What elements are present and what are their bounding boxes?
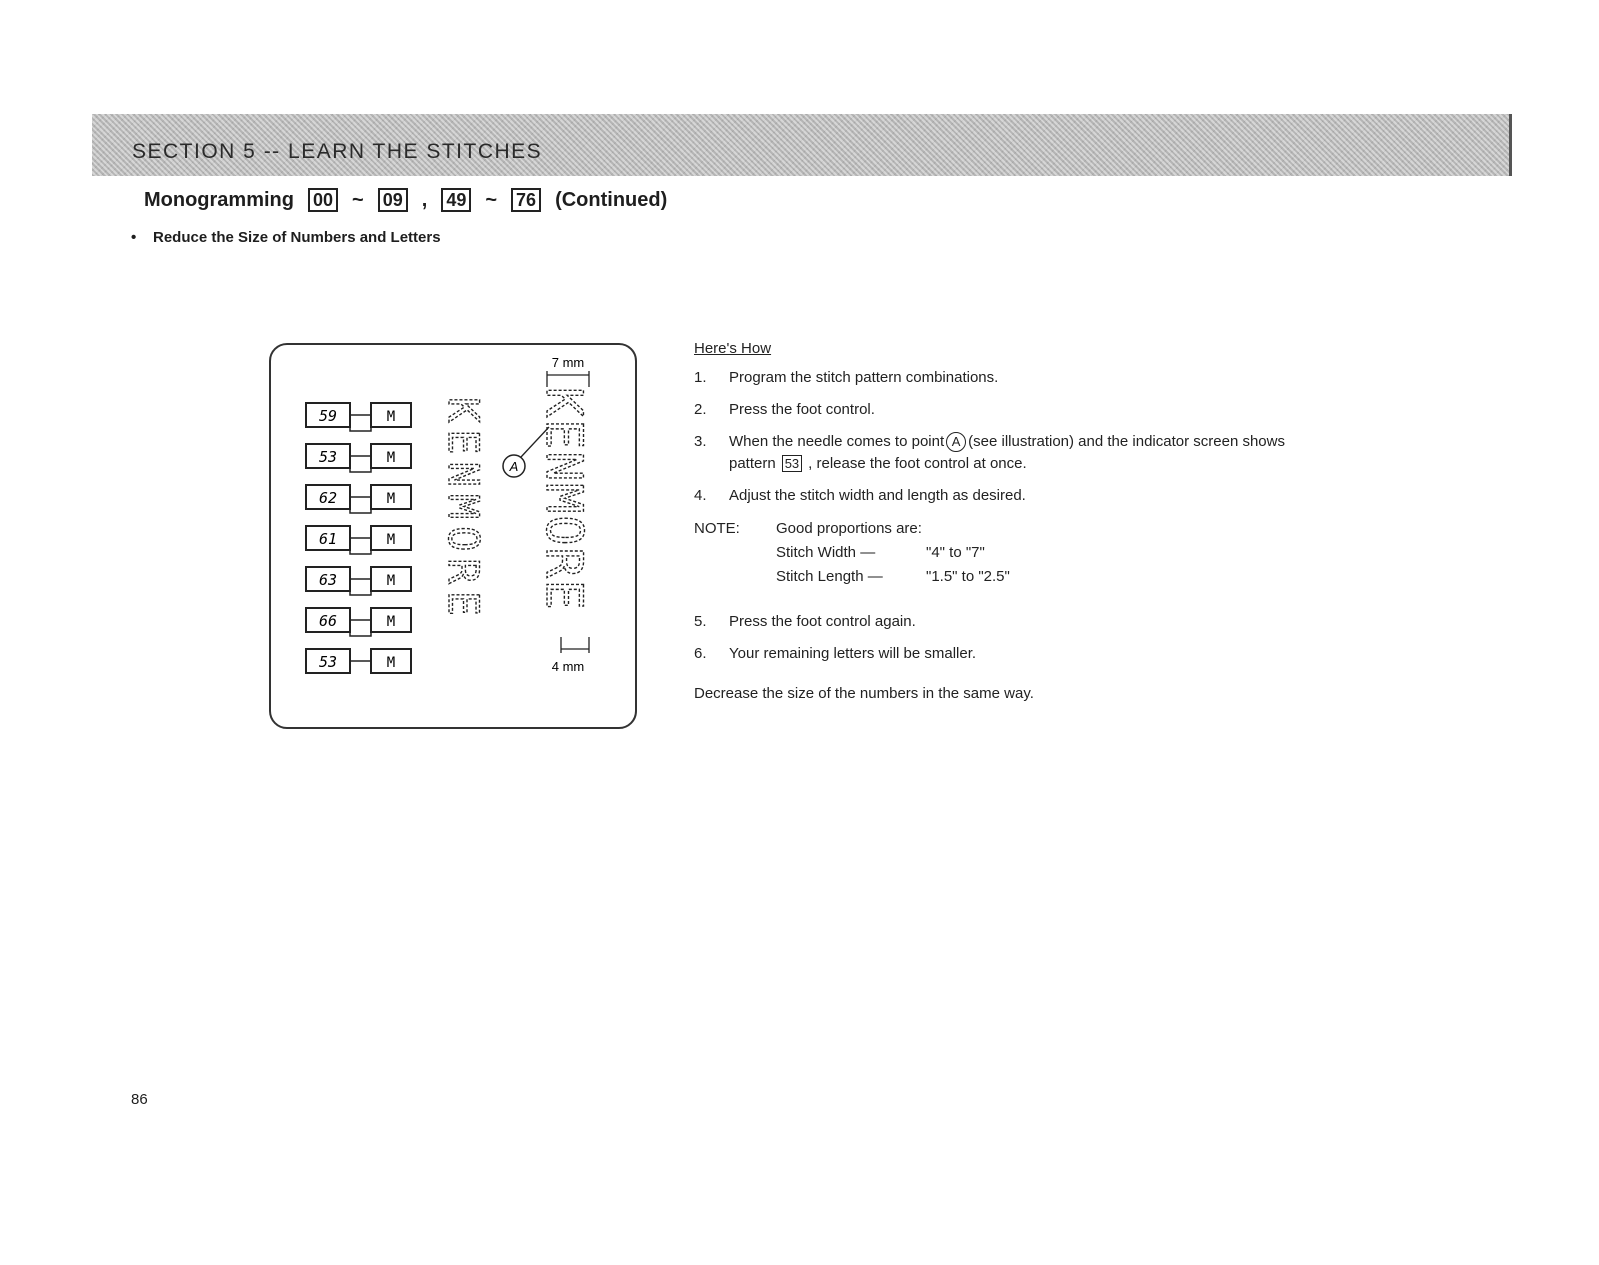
pattern-code-start: 00	[308, 188, 338, 212]
step-text: Your remaining letters will be smaller.	[729, 645, 977, 662]
heading-title: Monogramming	[144, 188, 294, 211]
mode-label: M	[386, 491, 396, 507]
subheading	[131, 229, 441, 246]
instructions-title: Here's How	[694, 340, 772, 357]
step-text: Program the stitch pattern combinations.	[729, 369, 999, 386]
small-kenmore-stitch: KENMORE	[439, 397, 488, 624]
width-label-7mm: 7 mm	[551, 355, 585, 370]
pattern-code: 63	[318, 571, 338, 589]
stitch-length-row	[776, 565, 1010, 589]
pattern-code-start-2: 49	[441, 188, 471, 212]
step-3-text-a: When the needle comes to point	[729, 433, 945, 450]
pattern-code-end-2: 76	[511, 188, 541, 212]
section-banner-title: SECTION 5 -- LEARN THE STITCHES	[132, 140, 543, 163]
width-bracket-4mm	[561, 637, 589, 653]
note-label: NOTE:	[694, 520, 740, 537]
mode-label: M	[386, 655, 396, 671]
width-bracket-7mm	[547, 371, 589, 387]
pattern-code: 66	[318, 612, 338, 630]
stitch-length-value: "1.5" to "2.5"	[926, 568, 1010, 585]
step-text: Adjust the stitch width and length as desired.	[729, 487, 1026, 504]
instructions	[694, 340, 1334, 702]
step-3-text-c: , release the foot control at once.	[808, 455, 1027, 472]
page-heading	[144, 188, 667, 212]
pattern-code: 61	[318, 530, 338, 548]
step-number: 3.	[694, 433, 707, 450]
step-text: Press the foot control.	[729, 401, 875, 418]
step-3-text-b: (see illustration) and the indicator screen shows pattern	[729, 433, 1285, 472]
pattern-code: 53	[318, 653, 338, 671]
point-a-symbol: A	[946, 432, 966, 452]
step-6	[694, 643, 1334, 665]
large-kenmore-stitch: KENMORE	[535, 387, 593, 612]
stitch-illustration	[271, 345, 635, 727]
pattern-code: 59	[318, 407, 338, 425]
mode-label: M	[386, 450, 396, 466]
comma: ,	[421, 188, 428, 211]
stitch-width-label: Stitch Width —	[776, 544, 876, 561]
mode-label: M	[386, 614, 396, 630]
step-number: 5.	[694, 613, 707, 630]
step-5	[694, 611, 1334, 633]
section-banner	[92, 114, 1512, 176]
subheading-text: Reduce the Size of Numbers and Letters	[153, 229, 441, 246]
page-number: 86	[131, 1091, 148, 1108]
bullet: •	[131, 229, 137, 246]
pattern-code-end: 09	[378, 188, 408, 212]
stitch-width-value: "4" to "7"	[926, 544, 985, 561]
pattern-53-box: 53	[782, 455, 802, 472]
step-1	[694, 367, 1334, 389]
pattern-code: 53	[318, 448, 338, 466]
note-text: Good proportions are:	[776, 520, 922, 537]
pattern-chain	[306, 403, 411, 673]
tilde-2: ~	[485, 188, 498, 211]
stitch-width-row	[776, 541, 1010, 565]
step-number: 6.	[694, 645, 707, 662]
note	[694, 517, 1334, 589]
step-4	[694, 485, 1334, 507]
step-3	[694, 431, 1334, 475]
point-a-label: A	[509, 459, 519, 474]
illustration-panel	[269, 343, 637, 729]
step-number: 4.	[694, 487, 707, 504]
step-number: 1.	[694, 369, 707, 386]
width-label-4mm: 4 mm	[551, 659, 585, 674]
tilde: ~	[352, 188, 364, 211]
mode-label: M	[386, 573, 396, 589]
step-number: 2.	[694, 401, 707, 418]
note-body	[776, 517, 1010, 589]
stitch-length-label: Stitch Length —	[776, 568, 883, 585]
step-2	[694, 399, 1334, 421]
step-text: Press the foot control again.	[729, 613, 916, 630]
pattern-code: 62	[318, 489, 338, 507]
step-text	[729, 431, 1334, 475]
mode-label: M	[386, 532, 396, 548]
mode-label: M	[386, 409, 396, 425]
closing-text: Decrease the size of the numbers in the same way.	[694, 685, 1034, 702]
heading-suffix: (Continued)	[555, 188, 668, 211]
